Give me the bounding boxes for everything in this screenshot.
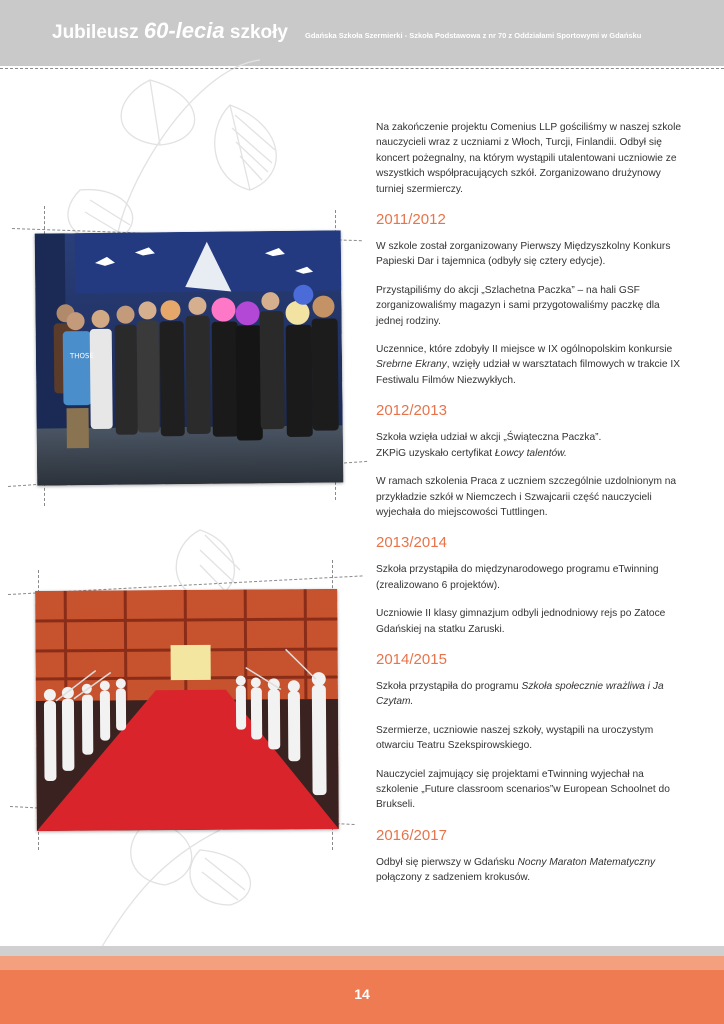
photo-fencers-red-carpet-image bbox=[35, 589, 339, 831]
text-emphasis: Srebrne Ekrany bbox=[376, 359, 447, 371]
text-span: ZKPiG uzyskało certyfikat bbox=[376, 447, 495, 459]
photo-students-group-image bbox=[35, 230, 344, 485]
year-heading-2013-2014: 2013/2014 bbox=[376, 534, 447, 552]
intro-paragraph: Na zakończenie projektu Comenius LLP gościliśmy w naszej szkole nauczycieli wraz z uczniami z Włoch, Turcji, Finlandii. Odbył się koncert pożegnalny, na którym wystąpili utalentowani uczniowie ze wszystkich współpracujących szkół. Zorganizowano drużynowy turniej szermierczy. bbox=[376, 122, 682, 195]
photo1-shirt-text: THOSE bbox=[69, 351, 94, 361]
year-heading-2012-2013: 2012/2013 bbox=[376, 402, 447, 420]
paragraph bbox=[376, 430, 681, 461]
text-span: Szkoła wzięła udział w akcji „Świąteczna Paczka”. bbox=[376, 432, 602, 444]
paragraph: W ramach szkolenia Praca z uczniem szczególnie uzdolnionym na przykładzie szkół w Niemczech i Szwajcarii część nauczycieli wyjechała do miejscowości Tuttlingen. bbox=[376, 476, 677, 518]
page-number: 14 bbox=[354, 986, 370, 1002]
text-emphasis: Łowcy talentów. bbox=[494, 447, 567, 459]
text-span: , wzięły udział w warsztatach filmowych w trakcie IX Festiwalu Filmów Niezwykłych. bbox=[376, 359, 681, 386]
paragraph bbox=[376, 342, 681, 388]
text-span: połączony z sadzeniem krokusów. bbox=[376, 872, 531, 884]
paragraph: Szkoła przystąpiła do międzynarodowego programu eTwinning (zrealizowano 6 projektów). bbox=[376, 564, 659, 591]
photo-fencers-red-carpet bbox=[35, 589, 339, 831]
paragraph bbox=[376, 679, 681, 710]
photo-students-group bbox=[35, 230, 344, 485]
text-emphasis: Nocny Maraton Matematyczny bbox=[517, 856, 656, 868]
paragraph: Przystąpiliśmy do akcji „Szlachetna Paczka” – na hali GSF zorganizowaliśmy magazyn i sami przygotowaliśmy paczkę dla jednej rodziny. bbox=[376, 284, 660, 327]
text-span: Odbył się pierwszy w Gdańsku bbox=[376, 856, 518, 868]
text-column bbox=[376, 120, 681, 899]
header-subtitle: Gdańska Szkoła Szermierki - Szkoła Podstawowa z nr 70 z Oddziałami Sportowymi w Gdańsku bbox=[305, 31, 642, 40]
dashed-line bbox=[0, 68, 724, 69]
year-heading-2016-2017: 2016/2017 bbox=[376, 826, 447, 844]
footer-grey-band bbox=[0, 946, 724, 956]
paragraph bbox=[376, 855, 681, 886]
header-title-suffix: szkoły bbox=[224, 22, 288, 43]
text-emphasis: Szkoła społecznie wrażliwa i Ja Czytam. bbox=[376, 680, 664, 708]
text-span: Szkoła przystąpiła do programu bbox=[376, 680, 522, 692]
paragraph: Szermierze, uczniowie naszej szkoły, wystąpili na uroczystym otwarciu Teatru Szekspirowskiego. bbox=[376, 724, 654, 752]
footer-light-band bbox=[0, 956, 724, 970]
paragraph: Nauczyciel zajmujący się projektami eTwinning wyjechał na szkolenie „Future classroom scenarios”w European Schoolnet do Brukseli. bbox=[376, 768, 670, 811]
header-title-prefix: Jubileusz bbox=[52, 22, 144, 43]
paragraph: Uczniowie II klasy gimnazjum odbyli jednodniowy rejs po Zatoce Gdańskiej na statku Zaruski. bbox=[376, 608, 666, 635]
header-title-emphasis: 60-lecia bbox=[143, 18, 225, 43]
text-span: Uczennice, które zdobyły II miejsce w IX ogólnopolskim konkursie bbox=[376, 344, 673, 356]
year-heading-2011-2012: 2011/2012 bbox=[376, 211, 446, 229]
year-heading-2014-2015: 2014/2015 bbox=[376, 650, 447, 668]
paragraph: W szkole został zorganizowany Pierwszy Międzyszkolny Konkurs Papieski Dar i tajemnica (odbyły się cztery edycje). bbox=[376, 241, 671, 268]
